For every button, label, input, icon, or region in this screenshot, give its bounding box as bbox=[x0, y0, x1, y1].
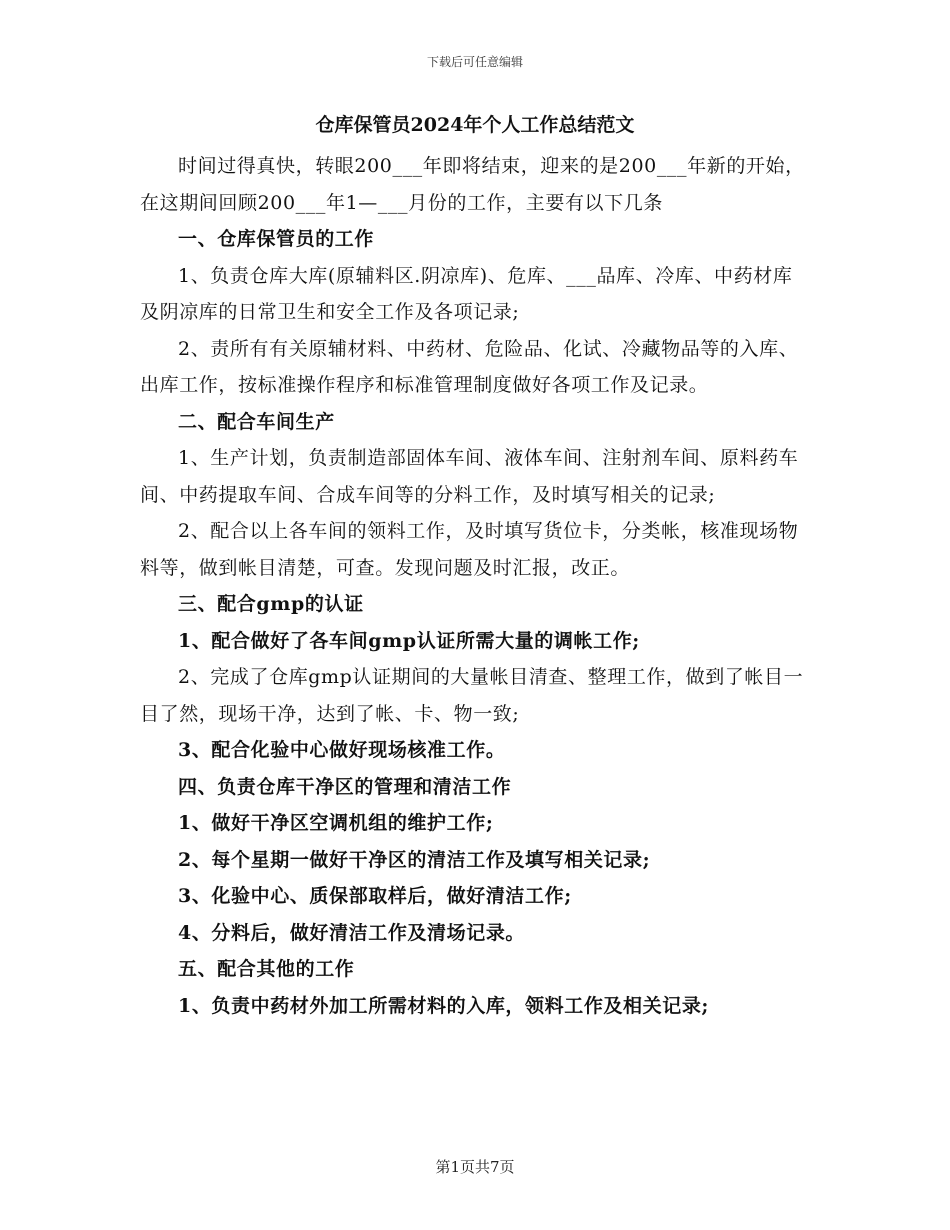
section-heading: 五、配合其他的工作 bbox=[178, 958, 355, 980]
body-paragraph: 2、责所有有关原辅材料、中药材、危险品、化试、冷藏物品等的入库、出库工作，按标准操作程序和标准管理制度做好各项工作及记录。 bbox=[140, 337, 799, 396]
section-heading: 1、配合做好了各车间gmp认证所需大量的调帐工作; bbox=[178, 629, 640, 652]
page-number: 第1页共7页 bbox=[435, 1158, 515, 1176]
body-paragraph: 2、配合以上各车间的领料工作，及时填写货位卡，分类帐，核准现场物料等，做到帐目清楚，可查。发现问题及时汇报，改正。 bbox=[140, 520, 799, 579]
section-heading: 三、配合gmp的认证 bbox=[178, 593, 364, 615]
page-header-note: 下载后可任意编辑 bbox=[426, 55, 523, 69]
section-heading: 3、化验中心、质保部取样后，做好清洁工作; bbox=[178, 885, 572, 907]
paragraph-list bbox=[140, 148, 810, 1024]
body-paragraph: 1、生产计划，负责制造部固体车间、液体车间、注射剂车间、原料药车间、中药提取车间、合成车间等的分料工作，及时填写相关的记录; bbox=[140, 447, 799, 506]
section-heading: 一、仓库保管员的工作 bbox=[178, 228, 375, 250]
section-heading: 3、配合化验中心做好现场核准工作。 bbox=[178, 739, 506, 761]
section-heading: 1、做好干净区空调机组的维护工作; bbox=[178, 812, 494, 834]
section-heading: 2、每个星期一做好干净区的清洁工作及填写相关记录; bbox=[178, 848, 651, 871]
section-heading: 四、负责仓库干净区的管理和清洁工作 bbox=[178, 775, 512, 798]
body-paragraph: 1、负责仓库大库(原辅料区.阴凉库)、危库、___品库、冷库、中药材库及阴凉库的日常卫生和安全工作及各项记录; bbox=[140, 264, 793, 323]
document-body bbox=[140, 108, 810, 1024]
body-paragraph: 时间过得真快，转眼200___年即将结束，迎来的是200___年新的开始，在这期间回顾200___年1—___月份的工作，主要有以下几条 bbox=[140, 155, 805, 214]
section-heading: 4、分料后，做好清洁工作及清场记录。 bbox=[178, 921, 526, 944]
body-paragraph: 2、完成了仓库gmp认证期间的大量帐目清查、整理工作，做到了帐目一目了然，现场干净，达到了帐、卡、物一致; bbox=[140, 666, 804, 725]
section-heading: 1、负责中药材外加工所需材料的入库，领料工作及相关记录; bbox=[178, 994, 710, 1017]
document-title: 仓库保管员2024年个人工作总结范文 bbox=[315, 114, 635, 136]
section-heading: 二、配合车间生产 bbox=[178, 410, 335, 433]
